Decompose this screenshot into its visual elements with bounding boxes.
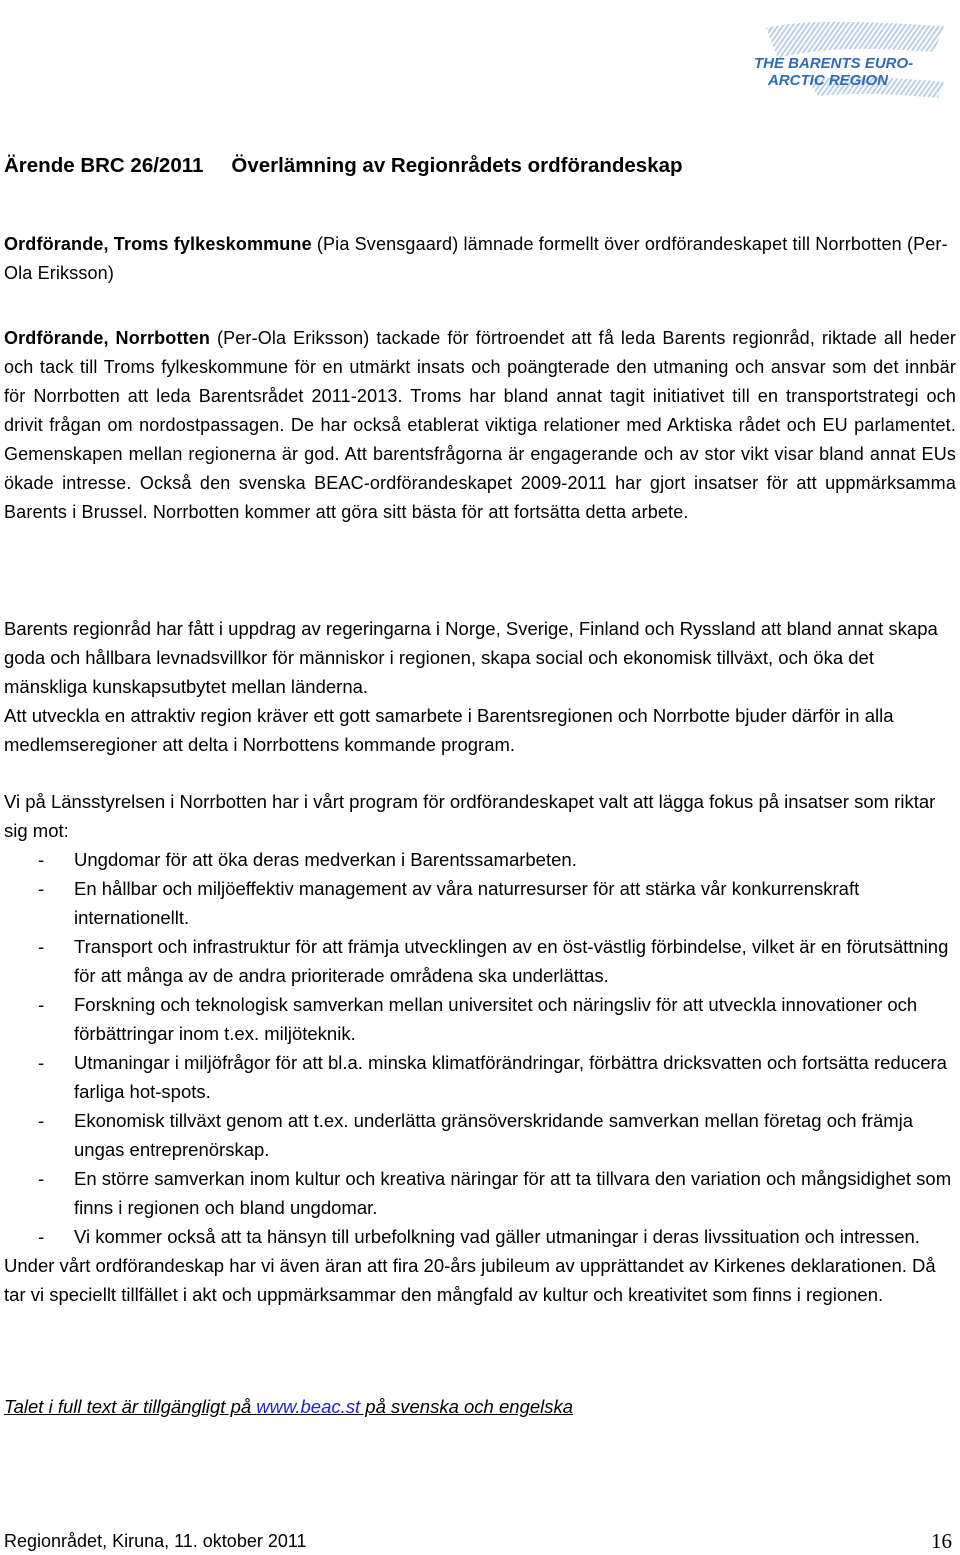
dash-bullet: - (38, 878, 45, 899)
dash-bullet: - (38, 849, 45, 870)
list-item (4, 1222, 956, 1251)
footer-meeting-info: Regionrådet, Kiruna, 11. oktober 2011 (4, 1531, 307, 1551)
logo-text-line1: THE BARENTS EURO- (754, 55, 914, 72)
paragraph-handover-text: (Pia Svensgaard) lämnade formellt över ordförandeskapet till Norrbotten (Per-Ola Eriksson) (4, 234, 948, 283)
list-item (4, 932, 956, 990)
paragraph-mandate (4, 614, 956, 759)
list-item (4, 1164, 956, 1222)
paragraph-handover (4, 230, 956, 288)
case-reference: Ärende BRC 26/2011 (4, 154, 204, 177)
list-item (4, 874, 956, 932)
dash-bullet: - (38, 1226, 45, 1247)
page-heading (4, 154, 683, 178)
priority-list (4, 845, 956, 1251)
list-item-text: Transport och infrastruktur för att främja utvecklingen av en öst-västlig förbindelse, vilket är en förutsättning för att många av de andra prioriterade områdena ska underlättas. (74, 936, 949, 986)
list-item-text: Utmaningar i miljöfrågor för att bl.a. minska klimatförändringar, förbättra dricksvatten och fortsätta reducera farliga hot-spots. (74, 1052, 947, 1102)
list-item-text: Ungdomar för att öka deras medverkan i Barentssamarbeten. (74, 849, 577, 870)
dash-bullet: - (38, 1052, 45, 1073)
dash-bullet: - (38, 994, 45, 1015)
list-item (4, 845, 956, 874)
list-item (4, 990, 956, 1048)
list-item-text: Vi kommer också att ta hänsyn till urbefolkning vad gäller utmaningar i deras livssituation och intressen. (74, 1226, 920, 1247)
program-intro: Vi på Länsstyrelsen i Norrbotten har i vårt program för ordförandeskapet valt att lägga fokus på insatser som riktar sig mot: (4, 791, 936, 841)
paragraph-thanks (4, 324, 956, 527)
list-item-text: En större samverkan inom kultur och kreativa näringar för att ta tillvara den variation och mångsidighet som finns i regionen och bland ungdomar. (74, 1168, 952, 1218)
paragraph-mandate-part2: Att utveckla en attraktiv region kräver ett gott samarbete i Barentsregionen och Norrbotte bjuder därför in alla medlemseregioner att delta i Norrbottens kommande program. (4, 705, 894, 755)
page-number: 16 (931, 1529, 952, 1553)
paragraph-handover-speaker: Ordförande, Troms fylkeskommune (4, 234, 312, 254)
full-text-note-after: på svenska och engelska (360, 1396, 574, 1417)
case-title: Överlämning av Regionrådets ordförandeskap (231, 154, 683, 177)
barents-euro-arctic-region-logo (748, 18, 948, 110)
list-item-text: Ekonomisk tillväxt genom att t.ex. underlätta gränsöverskridande samverkan mellan företag och främja ungas entreprenörskap. (74, 1110, 914, 1160)
paragraph-thanks-text: (Per-Ola Eriksson) tackade för förtroendet att få leda Barents regionråd, riktade all heder och tack till Troms fylkeskommune för en utmärkt insats och poängterade den utmaning och ansvar som det innbär för Norrbotten att leda Barentsrådet 2011-2013. Troms har bland annat tagit initiativet till en transportstrategi och drivit frågan om nordostpassagen. De har också etablerat viktiga relationer med Arktiska rådet och EU parlamentet. Gemenskapen mellan regionerna är god. Att barentsfrågorna är engagerande och av stor vikt visar bland annat EUs ökade intresse. Också den svenska BEAC-ordförandeskapet 2009-2011 har gjort insatser för att uppmärksamma Barents i Brussel. Norrbotten kommer att göra sitt bästa för att fortsätta detta arbete. (4, 328, 956, 522)
paragraph-thanks-speaker: Ordförande, Norrbotten (4, 328, 211, 348)
dash-bullet: - (38, 1110, 45, 1131)
full-text-note-before: Talet i full text är tillgängligt på (4, 1396, 257, 1417)
paragraph-mandate-part1: Barents regionråd har fått i uppdrag av regeringarna i Norge, Sverige, Finland och Ryssland att bland annat skapa goda och hållbara levnadsvillkor för människor i regionen, skapa social och ekonomisk tillväxt, och öka det mänskliga kunskapsutbytet mellan länderna. (4, 618, 938, 697)
logo-text-line2: ARCTIC REGION (768, 72, 888, 89)
full-text-note (4, 1396, 573, 1418)
paragraph-program (4, 787, 956, 1309)
list-item (4, 1048, 956, 1106)
beac-website-link[interactable]: www.beac.st (256, 1396, 361, 1417)
dash-bullet: - (38, 936, 45, 957)
dash-bullet: - (38, 1168, 45, 1189)
list-item (4, 1106, 956, 1164)
list-item-text: En hållbar och miljöeffektiv management av våra naturresurser för att stärka vår konkurrenskraft internationellt. (74, 878, 860, 928)
program-closing: Under vårt ordförandeskap har vi även äran att fira 20-års jubileum av upprättandet av Kirkenes deklarationen. Då tar vi speciellt tillfället i akt och uppmärksammar den mångfald av kultur och kreativitet som finns i regionen. (4, 1255, 936, 1305)
list-item-text: Forskning och teknologisk samverkan mellan universitet och näringsliv för att utveckla innovationer och förbättringar inom t.ex. miljöteknik. (74, 994, 918, 1044)
